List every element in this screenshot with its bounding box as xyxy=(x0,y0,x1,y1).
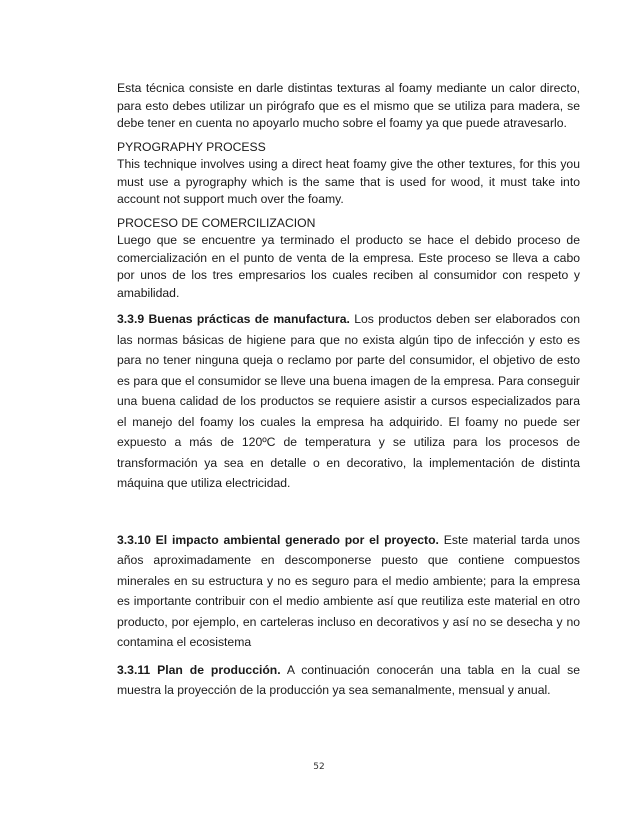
heading-proceso-comercializacion: PROCESO DE COMERCILIZACION xyxy=(117,215,316,230)
paragraph-pyrography-en-body: This technique involves using a direct heat foamy give the other textures, for this you must use a pyrography which is the same that is used for wood, it must take into account not support much over the foamy. xyxy=(117,157,580,206)
document-page xyxy=(117,80,580,701)
page-number: 52 xyxy=(313,762,325,772)
heading-buenas-practicas: 3.3.9 Buenas prácticas de manufactura. xyxy=(117,312,350,326)
section-impacto-ambiental-body: Este material tarda unos años aproximadamente en descomponerse puesto que contiene compuestos minerales en su estructura y no es seguro para el medio ambiente; para la empresa es importante contribuir con el medio ambiente así que reutiliza este material en otro producto, por ejemplo, en carteleras incluso en decorativos y así no se desecha y no contamina el ecosistema xyxy=(117,532,580,649)
section-plan-produccion-body: A continuación conocerán una tabla en la cual se muestra la proyección de la producción ya sea semanalmente, mensual y anual. xyxy=(117,662,580,697)
heading-impacto-ambiental: 3.3.10 El impacto ambiental generado por el proyecto. xyxy=(117,532,439,547)
section-buenas-practicas xyxy=(117,309,580,494)
section-buenas-practicas-body: Los productos deben ser elaborados con las normas básicas de higiene para que no exista algún tipo de infección y esto es para no tener ninguna queja o reclamo por parte del consumidor, el objetivo de esto es para que el consumidor se lleve una buena imagen de la empresa. Para conseguir una buena calidad de los productos se requiere asistir a cursos especializados para el manejo del foamy los cuales la empresa ha adquirido. El foamy no puede ser expuesto a más de 120ºC de temperatura y se utiliza para los procesos de transformación ya sea en detalle o en decorativo, la implementación de distinta máquina que utiliza electricidad. xyxy=(117,312,580,490)
heading-plan-produccion: 3.3.11 Plan de producción. xyxy=(117,662,281,677)
section-plan-produccion xyxy=(117,660,580,701)
paragraph-comercializacion-body: Luego que se encuentre ya terminado el producto se hace el debido proceso de comercialización en el punto de venta de la empresa. Este proceso se lleva a cabo por unos de los tres empresarios los cuales reciben al consumidor con respeto y amabilidad. xyxy=(117,233,580,300)
heading-pyrography-process: PYROGRAPHY PROCESS xyxy=(117,139,266,154)
paragraph-pyrography-es: Esta técnica consiste en darle distintas texturas al foamy mediante un calor directo, para esto debes utilizar un pirógrafo que es el mismo que se utiliza para madera, se debe tener en cuenta no apoyarlo mucho sobre el foamy ya que puede atravesarlo. xyxy=(117,81,580,130)
section-impacto-ambiental xyxy=(117,530,580,653)
paragraph-pyrography-en xyxy=(117,139,580,209)
paragraph-comercializacion xyxy=(117,215,580,303)
